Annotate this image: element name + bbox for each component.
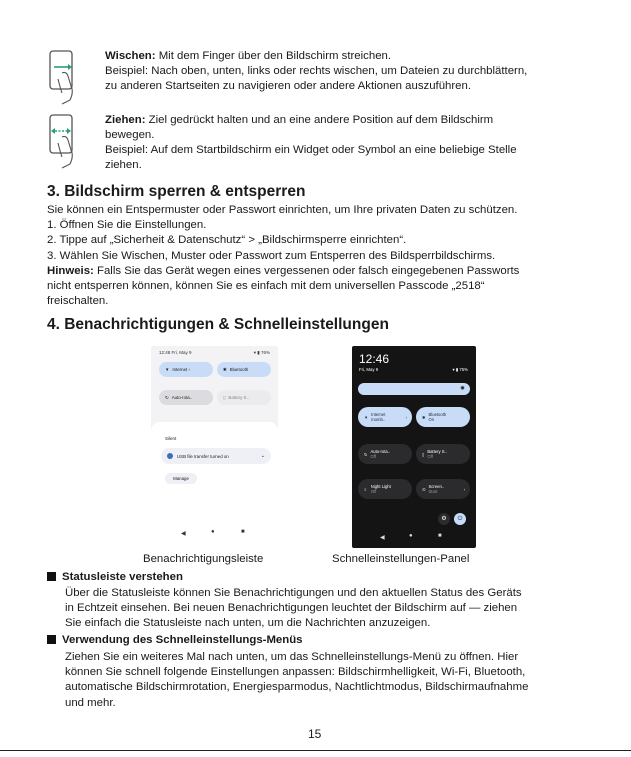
recents-icon: ■	[241, 529, 245, 535]
square-bullet-icon	[47, 572, 56, 581]
bullet-statusbar: Statusleiste verstehen	[47, 571, 183, 583]
recents-icon: ■	[438, 533, 442, 539]
tile-screen-record: ⊙ Screen.. Start ›	[416, 479, 470, 499]
tile-night-light: ☾ Night Light Off	[358, 479, 412, 499]
bullet-quick-settings-text: Ziehen Sie ein weiteres Mal nach unten, um das Schnelleinstellungs-Menü zu öffnen. Hier können Sie schnell folgende Einstellungen anpassen: Bildschirmhelligkeit, Wi-Fi, Bluetooth, automatische Bildschirmrotation, Energiesparmodus, Nachtlichtmodus, Bildschirmaufnahme und mehr.	[65, 651, 529, 709]
usb-icon	[167, 453, 173, 459]
tile-internet: ▼ Internet ›	[159, 362, 213, 377]
notification-shade-screenshot: 12:48 Fri, May 9 ▾ ▮ 76% ▼ Internet › ✱ Bluetooth ↻ Auto-rota.. ▯ Battery S.. Silent USB file transfer turned on ⌄ Manage ◀ ● ■	[151, 346, 278, 548]
bottom-divider	[0, 750, 631, 751]
tile-internet: ▼ Internet momb.. ›	[358, 407, 412, 427]
hint-label: Hinweis:	[47, 264, 94, 277]
usb-notification: USB file transfer turned on ⌄	[161, 448, 271, 464]
back-icon: ◀	[181, 531, 186, 537]
back-icon: ◀	[380, 535, 385, 541]
home-icon: ●	[211, 529, 215, 535]
section-3-body: Sie können ein Entspermuster oder Passwort einrichten, um Ihre privaten Daten zu schützen. 1. Öffnen Sie die Einstellungen. 2. Tippe auf „Sicherheit & Datenschutz“ > „Bildschirmsperre einrichten“. 3. Wählen Sie Wischen, Muster oder Passwort zum Entsperren des Bildsperrbildschirms. Hinweis: Falls Sie das Gerät wegen eines vergessenen oder falsch eingegebenen Passworts nicht entsperren können, können Sie es einfach mit dem universellen Passcode „2518“ freischalten.	[47, 204, 520, 308]
bullet-statusbar-text: Über die Statusleiste können Sie Benachrichtigungen und den aktuellen Status des Geräts in Echtzeit einsehen. Bei neuen Benachrichtigungen leuchtet der Bildschirm auf — ziehen Sie einfach die Statusleiste nach unten, um die Nachrichten anzuzeigen.	[65, 587, 522, 630]
caption-quick-settings: Schnelleinstellungen-Panel	[332, 553, 470, 565]
section-4-heading: 4. Benachrichtigungen & Schnelleinstellungen	[47, 316, 389, 333]
tile-battery-saver: ▯ Battery S..	[217, 390, 271, 405]
page-number: 15	[308, 727, 322, 741]
section-3-heading: 3. Bildschirm sperren & entsperren	[47, 183, 306, 200]
power-icon: ⏻	[454, 513, 466, 525]
notification-panel: Silent USB file transfer turned on ⌄ Manage ◀ ● ■	[151, 422, 278, 548]
tile-auto-rotate: ↻ Auto-rota..	[159, 390, 213, 405]
term-wischen: Wischen:	[105, 50, 156, 62]
tile-bluetooth: ✱ Bluetooth On	[416, 407, 470, 427]
tile-auto-rotate: ↻ Auto-rota.. Off	[358, 444, 412, 464]
tile-battery-saver: ▯ Battery S.. Off	[416, 444, 470, 464]
square-bullet-icon	[47, 635, 56, 644]
drag-gesture-icon	[44, 113, 92, 171]
tile-bluetooth: ✱ Bluetooth	[217, 362, 271, 377]
manage-button: Manage	[165, 473, 197, 484]
caption-notification-bar: Benachrichtigungsleiste	[143, 553, 264, 565]
swipe-gesture-icon	[44, 49, 92, 107]
quick-settings-screenshot: 12:46 Fri, May 9 ▾ ▮ 75% ✹ ▼ Internet momb.. › ✱ Bluetooth On ↻ Auto-rota.. Off ▯ Battery S.. Off ☾ Night Light Off ⊙ Screen.. Start › ⚙ ⏻ ◀ ● ■	[352, 346, 476, 548]
brightness-slider	[358, 383, 470, 395]
chevron-down-icon: ⌄	[260, 453, 265, 459]
term-ziehen: Ziehen:	[105, 114, 146, 126]
brightness-icon: ✹	[459, 386, 465, 392]
settings-icon: ⚙	[438, 513, 450, 525]
home-icon: ●	[409, 533, 413, 539]
bullet-quick-settings: Verwendung des Schnelleinstellungs-Menüs	[47, 634, 303, 646]
